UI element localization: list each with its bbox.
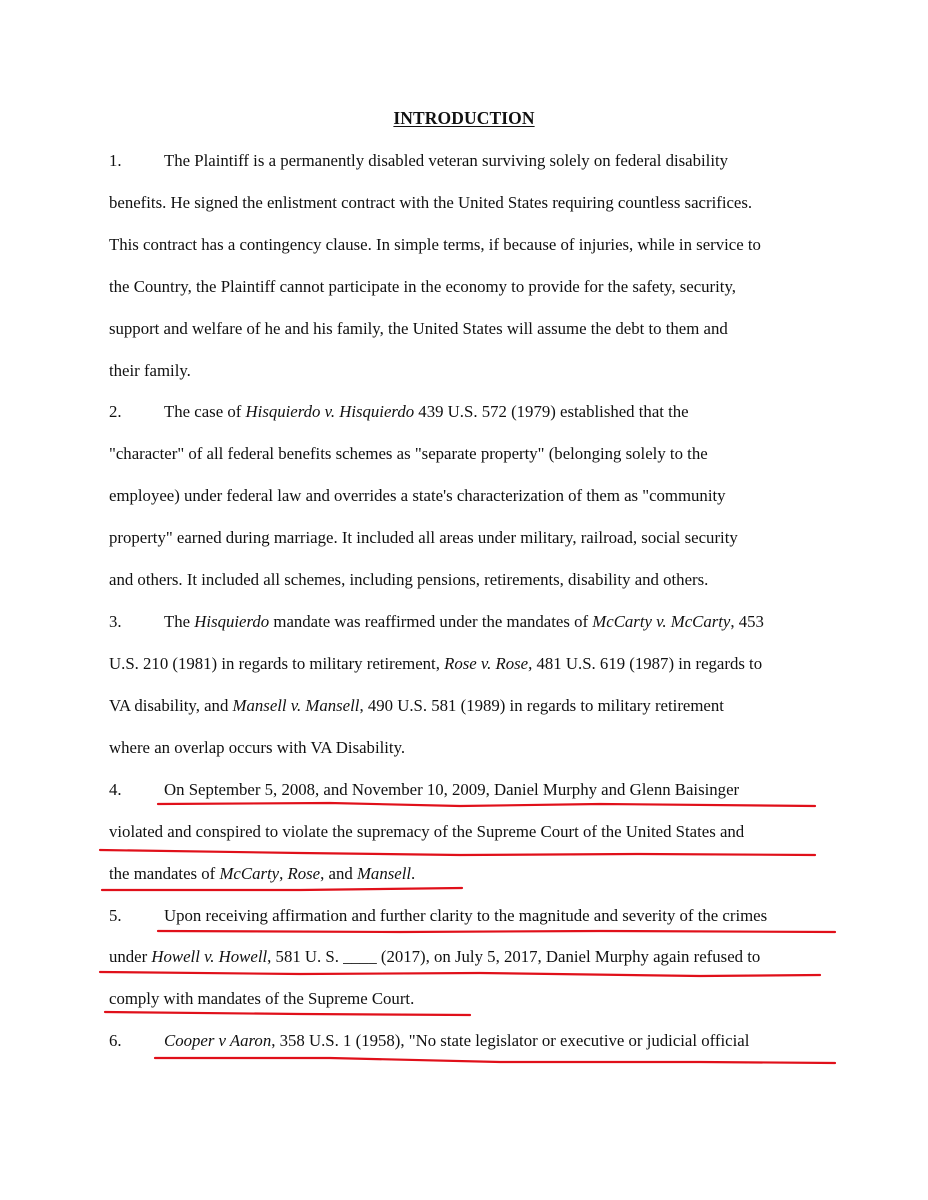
underline-mark	[158, 803, 815, 806]
line-text: under	[109, 947, 152, 966]
case-citation: McCarty v. McCarty	[592, 612, 731, 631]
paragraph-1-line-6: their family.	[109, 361, 191, 380]
case-citation: Rose v. Rose,	[444, 654, 533, 673]
line-text: 481 U.S. 619 (1987) in regards to	[532, 654, 763, 673]
underline-mark	[100, 972, 820, 976]
underline-mark	[105, 1012, 470, 1015]
paragraph-number: 3.	[109, 612, 122, 631]
paragraph-5-line-1	[109, 905, 767, 927]
case-citation: Hisquierdo	[194, 612, 270, 631]
paragraph-2-line-3: employee) under federal law and overrides a state's characterization of them as "community	[109, 486, 726, 505]
line-text: Upon receiving affirmation and further clarity to the magnitude and severity of the crimes	[164, 906, 768, 925]
paragraph-2-line-5: and others. It included all schemes, including pensions, retirements, disability and others.	[109, 570, 709, 589]
line-text: On September 5, 2008, and November 10, 2009, Daniel Murphy and Glenn Baisinger	[164, 780, 740, 799]
paragraph-3-line-1	[109, 611, 764, 633]
paragraph-number: 6.	[109, 1031, 122, 1050]
underline-mark	[100, 850, 815, 855]
paragraph-1-line-2: benefits. He signed the enlistment contract with the United States requiring countless sacrifices.	[109, 193, 753, 212]
section-heading: INTRODUCTION	[393, 108, 535, 128]
paragraph-1-line-3: This contract has a contingency clause. In simple terms, if because of injuries, while in service to	[109, 235, 761, 254]
underline-mark	[102, 888, 462, 890]
line-text: The	[164, 612, 195, 631]
line-text: , 581 U. S. ____ (2017), on July 5, 2017, Daniel Murphy again refused to	[267, 947, 761, 966]
line-text: U.S. 210 (1981) in regards to military retirement,	[109, 654, 445, 673]
line-text: , 490 U.S. 581 (1989) in regards to military retirement	[359, 696, 724, 715]
case-citation: Mansell	[356, 864, 412, 883]
line-text: The Plaintiff is a permanently disabled veteran surviving solely on federal disability	[164, 151, 729, 170]
line-text: mandate was reaffirmed under the mandates of	[269, 612, 593, 631]
line-text: The case of	[164, 402, 246, 421]
line-text: , 358 U.S. 1 (1958), "No state legislator or executive or judicial official	[271, 1031, 750, 1050]
line-text: VA disability, and	[109, 696, 233, 715]
paragraph-1-line-1	[109, 150, 728, 172]
line-text: 439 U.S. 572 (1979) established that the	[414, 402, 689, 421]
paragraph-5-line-2	[109, 946, 760, 968]
paragraph-3-line-3	[109, 695, 724, 717]
underline-mark	[155, 1058, 835, 1063]
paragraph-number: 2.	[109, 402, 122, 421]
paragraph-4-line-2: violated and conspired to violate the supremacy of the Supreme Court of the United States and	[109, 822, 745, 841]
case-citation: Howell v. Howell	[151, 947, 268, 966]
line-text: , 453	[730, 612, 764, 631]
case-citation: McCarty	[219, 864, 280, 883]
case-citation: Cooper v Aaron	[164, 1031, 272, 1050]
case-citation: Mansell v. Mansell	[232, 696, 360, 715]
case-citation: Rose	[287, 864, 321, 883]
paragraph-4-line-3	[109, 863, 415, 885]
line-text: ,	[279, 864, 288, 883]
line-text: the mandates of	[109, 864, 220, 883]
paragraph-3-line-4: where an overlap occurs with VA Disability.	[109, 738, 406, 757]
paragraph-number: 4.	[109, 780, 122, 799]
paragraph-1-line-4: the Country, the Plaintiff cannot participate in the economy to provide for the safety, security,	[109, 277, 736, 296]
paragraph-number: 5.	[109, 906, 122, 925]
paragraph-6-line-1	[109, 1030, 749, 1052]
underline-mark	[158, 931, 835, 932]
line-text: .	[411, 864, 416, 883]
paragraph-4-line-1	[109, 779, 739, 801]
line-text: , and	[320, 864, 357, 883]
paragraph-2-line-4: property" earned during marriage. It included all areas under military, railroad, social security	[109, 528, 738, 547]
paragraph-number: 1.	[109, 151, 122, 170]
paragraph-3-line-2	[109, 653, 762, 675]
case-citation: Hisquierdo v. Hisquierdo	[245, 402, 415, 421]
paragraph-2-line-1	[109, 401, 689, 423]
paragraph-5-line-3: comply with mandates of the Supreme Court.	[109, 989, 415, 1008]
paragraph-1-line-5: support and welfare of he and his family, the United States will assume the debt to them and	[109, 319, 728, 338]
paragraph-2-line-2: "character" of all federal benefits schemes as "separate property" (belonging solely to the	[109, 444, 708, 463]
